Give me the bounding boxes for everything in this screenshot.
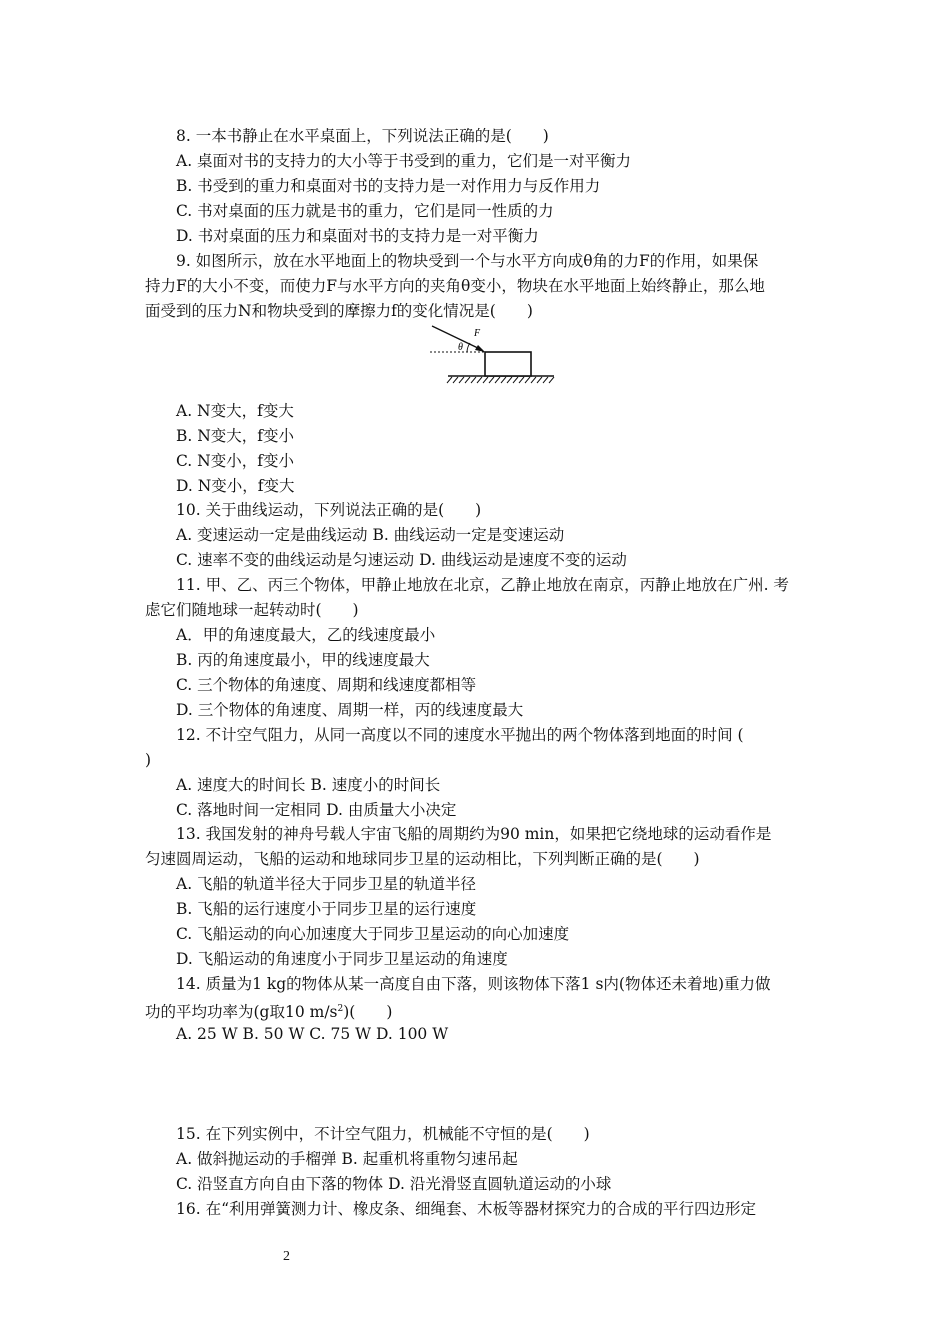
angle-label: θ bbox=[458, 342, 463, 353]
angle-arc bbox=[467, 343, 470, 352]
q13-stem-line-1: 13. 我国发射的神舟号载人宇宙飞船的周期约为90 min，如果把它绕地球的运动看作是 bbox=[176, 825, 772, 843]
q11-option-a: A．甲的角速度最大，乙的线速度最小 bbox=[176, 626, 436, 644]
q10-options-cd: C. 速率不变的曲线运动是匀速运动 D. 曲线运动是速度不变的运动 bbox=[176, 551, 627, 569]
q13-option-b: B. 飞船的运行速度小于同步卫星的运行速度 bbox=[176, 900, 477, 918]
q12-options-ab: A. 速度大的时间长 B. 速度小的时间长 bbox=[176, 776, 441, 794]
q15-options-ab: A. 做斜抛运动的手榴弹 B. 起重机将重物匀速吊起 bbox=[176, 1150, 518, 1168]
q16-stem-line-1: 16. 在“利用弹簧测力计、橡皮条、细绳套、木板等器材探究力的合成的平行四边形定 bbox=[176, 1200, 757, 1218]
page-number: 2 bbox=[283, 1249, 290, 1264]
q8-stem: 8. 一本书静止在水平桌面上，下列说法正确的是( ) bbox=[176, 127, 549, 145]
q15-stem: 15. 在下列实例中，不计空气阻力，机械能不守恒的是( ) bbox=[176, 1125, 590, 1143]
q9-option-d: D. N变小，f变大 bbox=[176, 477, 295, 495]
q12-stem-line-2: ) bbox=[145, 751, 152, 769]
q13-stem-line-2: 匀速圆周运动，飞船的运动和地球同步卫星的运动相比，下列判断正确的是( ) bbox=[145, 850, 700, 868]
q9-option-b: B. N变大，f变小 bbox=[176, 427, 295, 445]
q10-options-ab: A. 变速运动一定是曲线运动 B. 曲线运动一定是变速运动 bbox=[176, 526, 565, 544]
q11-option-b: B. 丙的角速度最小，甲的线速度最大 bbox=[176, 651, 430, 669]
q9-stem-line-1: 9. 如图所示，放在水平地面上的物块受到一个与水平方向成θ角的力F的作用，如果保 bbox=[176, 252, 759, 270]
q9-stem-line-3: 面受到的压力N和物块受到的摩擦力f的变化情况是( ) bbox=[145, 302, 533, 320]
force-block-diagram bbox=[426, 322, 560, 384]
q13-option-a: A. 飞船的轨道半径大于同步卫星的轨道半径 bbox=[176, 875, 477, 893]
q14-stem-line-2: 功的平均功率为(g取10 $m/s^2$)( ) bbox=[145, 1003, 393, 1022]
q11-option-c: C. 三个物体的角速度、周期和线速度都相等 bbox=[176, 676, 477, 694]
q15-options-cd: C. 沿竖直方向自由下落的物体 D. 沿光滑竖直圆轨道运动的小球 bbox=[176, 1175, 612, 1193]
q9-option-c: C. N变小，f变小 bbox=[176, 452, 294, 470]
force-label: F bbox=[474, 328, 481, 339]
q9-stem-line-2: 持力F的大小不变，而使力F与水平方向的夹角θ变小，物块在水平地面上始终静止，那么地 bbox=[145, 277, 765, 295]
q10-stem: 10. 关于曲线运动，下列说法正确的是( ) bbox=[176, 501, 482, 519]
q8-option-d: D. 书对桌面的压力和桌面对书的支持力是一对平衡力 bbox=[176, 227, 539, 245]
q14-options: A. 25 W B. 50 W C. 75 W D. 100 W bbox=[176, 1025, 449, 1043]
q8-option-c: C. 书对桌面的压力就是书的重力，它们是同一性质的力 bbox=[176, 202, 554, 220]
q8-option-b: B. 书受到的重力和桌面对书的支持力是一对作用力与反作用力 bbox=[176, 177, 601, 195]
q11-stem-line-2: 虑它们随地球一起转动时( ) bbox=[145, 601, 359, 619]
superscript-two: 2 bbox=[337, 1004, 344, 1014]
q11-stem-line-1: 11. 甲、乙、丙三个物体，甲静止地放在北京，乙静止地放在南京，丙静止地放在广州. 考 bbox=[176, 576, 789, 594]
force-arrow-head bbox=[475, 345, 485, 352]
q8-option-a: A. 桌面对书的支持力的大小等于书受到的重力，它们是一对平衡力 bbox=[176, 152, 632, 170]
q12-stem-line-1: 12. 不计空气阻力，从同一高度以不同的速度水平抛出的两个物体落到地面的时间 ( bbox=[176, 726, 744, 744]
block bbox=[485, 352, 531, 376]
q11-option-d: D. 三个物体的角速度、周期一样，丙的线速度最大 bbox=[176, 701, 524, 719]
q13-option-d: D. 飞船运动的角速度小于同步卫星运动的角速度 bbox=[176, 950, 508, 968]
q14-stem-line-1: 14. 质量为1 kg的物体从某一高度自由下落，则该物体下落1 s内(物体还未着地)重力做 bbox=[176, 975, 771, 993]
q12-options-cd: C. 落地时间一定相同 D. 由质量大小决定 bbox=[176, 801, 457, 819]
q13-option-c: C. 飞船运动的向心加速度大于同步卫星运动的向心加速度 bbox=[176, 925, 570, 943]
q9-option-a: A. N变大，f变大 bbox=[176, 402, 294, 420]
ground-hatching bbox=[447, 377, 554, 383]
